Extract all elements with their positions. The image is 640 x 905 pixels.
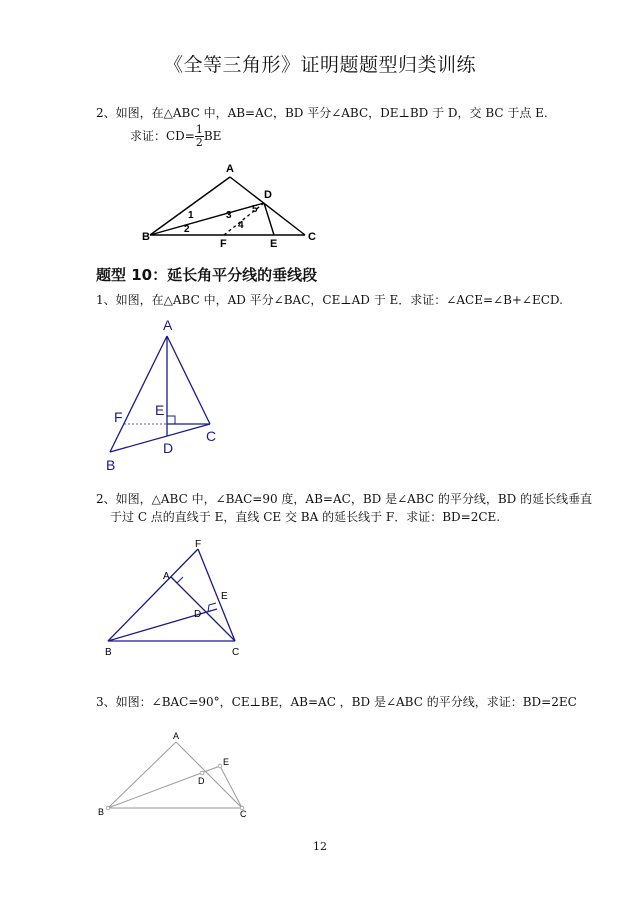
- label-B: B: [142, 231, 150, 243]
- problem3-statement: 3、如图：∠BAC=90°，CE⊥BE，AB=AC ，BD 是∠ABC 的平分线，求证：BD=2EC: [96, 695, 577, 709]
- prove-suffix: BE: [203, 129, 222, 143]
- figure-top: [140, 160, 330, 250]
- label-C: C: [308, 231, 316, 243]
- point-D: [200, 771, 204, 775]
- label-B: B: [105, 647, 112, 658]
- angle-2: 2: [184, 224, 190, 235]
- angle-3: 3: [226, 210, 232, 221]
- label-E: E: [223, 757, 230, 767]
- label-E: E: [221, 591, 228, 602]
- problem2-statement-line1: 2、如图，△ABC 中，∠BAC=90 度，AB=AC，BD 是∠ABC 的平分线，BD 的延长线垂直: [96, 492, 593, 506]
- seg-FC: [198, 549, 235, 641]
- label-E: E: [155, 402, 165, 418]
- label-B: B: [106, 457, 116, 473]
- point-B: [106, 806, 110, 810]
- label-C: C: [206, 428, 217, 444]
- label-A: A: [163, 317, 173, 333]
- label-A: A: [163, 571, 170, 582]
- label-D: D: [194, 609, 202, 620]
- page-number: 12: [313, 840, 327, 853]
- label-D: D: [264, 189, 272, 201]
- figure-problem3: [94, 728, 254, 820]
- problem-top-statement: 2、如图，在△ABC 中，AB=AC，BD 平分∠ABC，DE⊥BD 于 D，交 BC 于点 E.: [96, 106, 548, 120]
- problem-top-prove: [130, 124, 221, 149]
- point-E: [218, 764, 222, 768]
- seg-AC: [176, 742, 242, 808]
- section-heading: 题型 10：延长角平分线的垂线段: [96, 266, 318, 284]
- seg-BA: [108, 742, 176, 808]
- label-D: D: [198, 776, 205, 786]
- fraction-numerator: 1: [195, 123, 203, 136]
- figure-problem1: [100, 312, 230, 477]
- seg-BD: [150, 203, 264, 235]
- seg-AC: [167, 336, 210, 424]
- label-E: E: [270, 238, 278, 250]
- fraction-half: [195, 124, 204, 149]
- label-F: F: [114, 409, 123, 425]
- label-F: F: [220, 238, 227, 250]
- fraction-denominator: 2: [195, 136, 203, 149]
- seg-BA: [150, 177, 230, 235]
- problem1-statement: 1、如图，在△ABC 中，AD 平分∠BAC，CE⊥AD 于 E．求证：∠ACE=∠B+∠ECD.: [96, 293, 563, 307]
- seg-AC: [171, 577, 235, 641]
- label-B: B: [98, 807, 105, 817]
- label-C: C: [232, 647, 240, 658]
- problem2-statement-line2: 于过 C 点的直线于 E，直线 CE 交 BA 的延长线于 F．求证：BD=2CE.: [110, 510, 501, 524]
- prove-prefix: 求证：CD=: [130, 129, 195, 143]
- label-D: D: [163, 440, 174, 456]
- angle-5: 5: [252, 204, 258, 215]
- label-A: A: [173, 731, 180, 741]
- angle-1: 1: [188, 210, 194, 221]
- right-angle-mark-E: [167, 416, 175, 424]
- page-title: 《全等三角形》证明题题型归类训练: [163, 54, 476, 76]
- angle-4: 4: [238, 220, 244, 231]
- seg-BC: [110, 424, 210, 452]
- label-F: F: [195, 539, 202, 550]
- label-A: A: [226, 163, 234, 175]
- seg-AB: [110, 336, 167, 452]
- seg-EC: [220, 766, 242, 808]
- label-C: C: [240, 809, 247, 819]
- figure-problem2: [100, 535, 260, 663]
